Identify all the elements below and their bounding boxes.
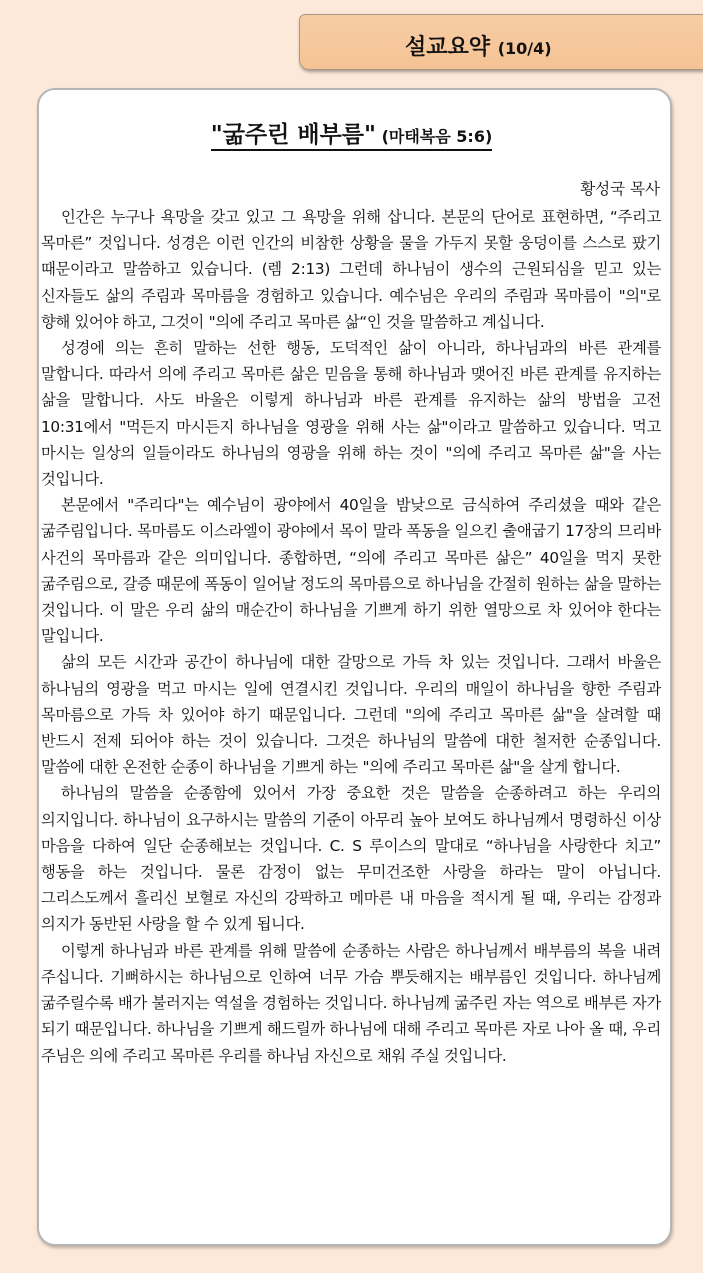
header-title bbox=[405, 30, 552, 61]
paragraph: 이렇게 하나님과 바른 관계를 위해 말씀에 순종하는 사람은 하나님께서 배부름의 복을 내려 주십니다. 기뻐하시는 하나님으로 인하여 너무 가슴 뿌듯해지는 배부름인 것입니다. 하나님께 굶주릴수록 배가 불러지는 역설을 경험하는 것입니다. 하나님께 굶주린 자는 역으로 배부른 자가 되기 때문입니다. 하나님을 기쁘게 해드릴까 하나님에 대해 주리고 목마른 자로 나아 올 때, 우리 주님은 의에 주리고 목마른 우리를 하나님 자신으로 채워 주실 것입니다. bbox=[41, 941, 661, 1065]
sermon-title-text: "굶주린 배부름" bbox=[210, 122, 376, 148]
author: 황성국 목사 bbox=[580, 180, 660, 198]
scripture-reference: (마태복음 5:6) bbox=[381, 127, 493, 146]
paragraph: 하나님의 말씀을 순종함에 있어서 가장 중요한 것은 말씀을 순종하려고 하는 우리의 의지입니다. 하나님이 요구하시는 말씀의 기준이 아무리 높아 보여도 하나님께서 명령하신 이상 마음을 다하여 일단 순종해보는 것입니다. C. S 루이스의 말대로 “하나님을 사랑한다 치고” 행동을 하는 것입니다. 물론 감정이 없는 무미건조한 사랑을 하라는 말이 아닙니다. 그리스도께서 흘리신 보혈로 자신의 강팍하고 메마른 내 마음을 적시게 될 때, 우리는 감정과 의지가 동반된 사랑을 할 수 있게 됩니다. bbox=[41, 784, 661, 934]
sermon-title bbox=[0, 116, 703, 149]
header-date: (10/4) bbox=[497, 39, 552, 58]
paragraph: 삶의 모든 시간과 공간이 하나님에 대한 갈망으로 가득 차 있는 것입니다. 그래서 바울은 하나님의 영광을 먹고 마시는 일에 연결시킨 것입니다. 우리의 매일이 하나님을 향한 주림과 목마름으로 가득 차 있어야 하기 때문입니다. 그런데 "의에 주리고 목마른 삶"을 살려할 때 반드시 전제 되어야 하는 것이 있습니다. 그것은 하나님의 말씀에 대한 철저한 순종입니다. 말씀에 대한 온전한 순종이 하나님을 기쁘게 하는 "의에 주리고 목마른 삶"을 살게 합니다. bbox=[41, 653, 661, 777]
header-tab bbox=[299, 14, 703, 70]
paragraph: 본문에서 "주리다"는 예수님이 광야에서 40일을 밤낮으로 금식하여 주리셨을 때와 같은 굶주림입니다. 목마름도 이스라엘이 광야에서 목이 말라 폭동을 일으킨 출애굽기 17장의 므리바 사건의 목마름과 같은 의미입니다. 종합하면, “의에 주리고 목마른 삶은” 40일을 먹지 못한 굶주림으로, 갈증 때문에 폭동이 일어날 정도의 목마름으로 하나님을 간절히 원하는 삶을 말하는 것입니다. 이 말은 우리 삶의 매순간이 하나님을 기쁘게 하기 위한 열망으로 차 있어야 한다는 말입니다. bbox=[41, 496, 661, 646]
paragraph: 인간은 누구나 욕망을 갖고 있고 그 욕망을 위해 삽니다. 본문의 단어로 표현하면, “주리고 목마른” 것입니다. 성경은 이런 인간의 비참한 상황을 물을 가두지 못할 웅덩이를 스스로 팠기 때문이라고 말씀하고 있습니다. (렘 2:13) 그런데 하나님이 생수의 근원되심을 믿고 있는 신자들도 삶의 주림과 목마름을 경험하고 있습니다. 예수님은 우리의 주림과 목마름이 "의"로 향해 있어야 하고, 그것이 "의에 주리고 목마른 삶“인 것을 말씀하고 계십니다. bbox=[41, 208, 661, 331]
paragraph: 성경에 의는 흔히 말하는 선한 행동, 도덕적인 삶이 아니라, 하나님과의 바른 관계를 말합니다. 따라서 의에 주리고 목마른 삶은 믿음을 통해 하나님과 맺어진 바른 관계를 유지하는 삶을 말합니다. 사도 바울은 이렇게 하나님과 바른 관계를 유지하는 삶의 방법을 고전 10:31에서 "먹든지 마시든지 하나님을 영광을 위해 사는 삶"이라고 말씀하고 있습니다. 먹고 마시는 일상의 일들이라도 하나님의 영광을 위해 하는 것이 "의에 주리고 목마른 삶"을 사는 것입니다. bbox=[41, 339, 661, 489]
header-title-text: 설교요약 bbox=[405, 35, 491, 60]
sermon-body bbox=[41, 204, 661, 1069]
